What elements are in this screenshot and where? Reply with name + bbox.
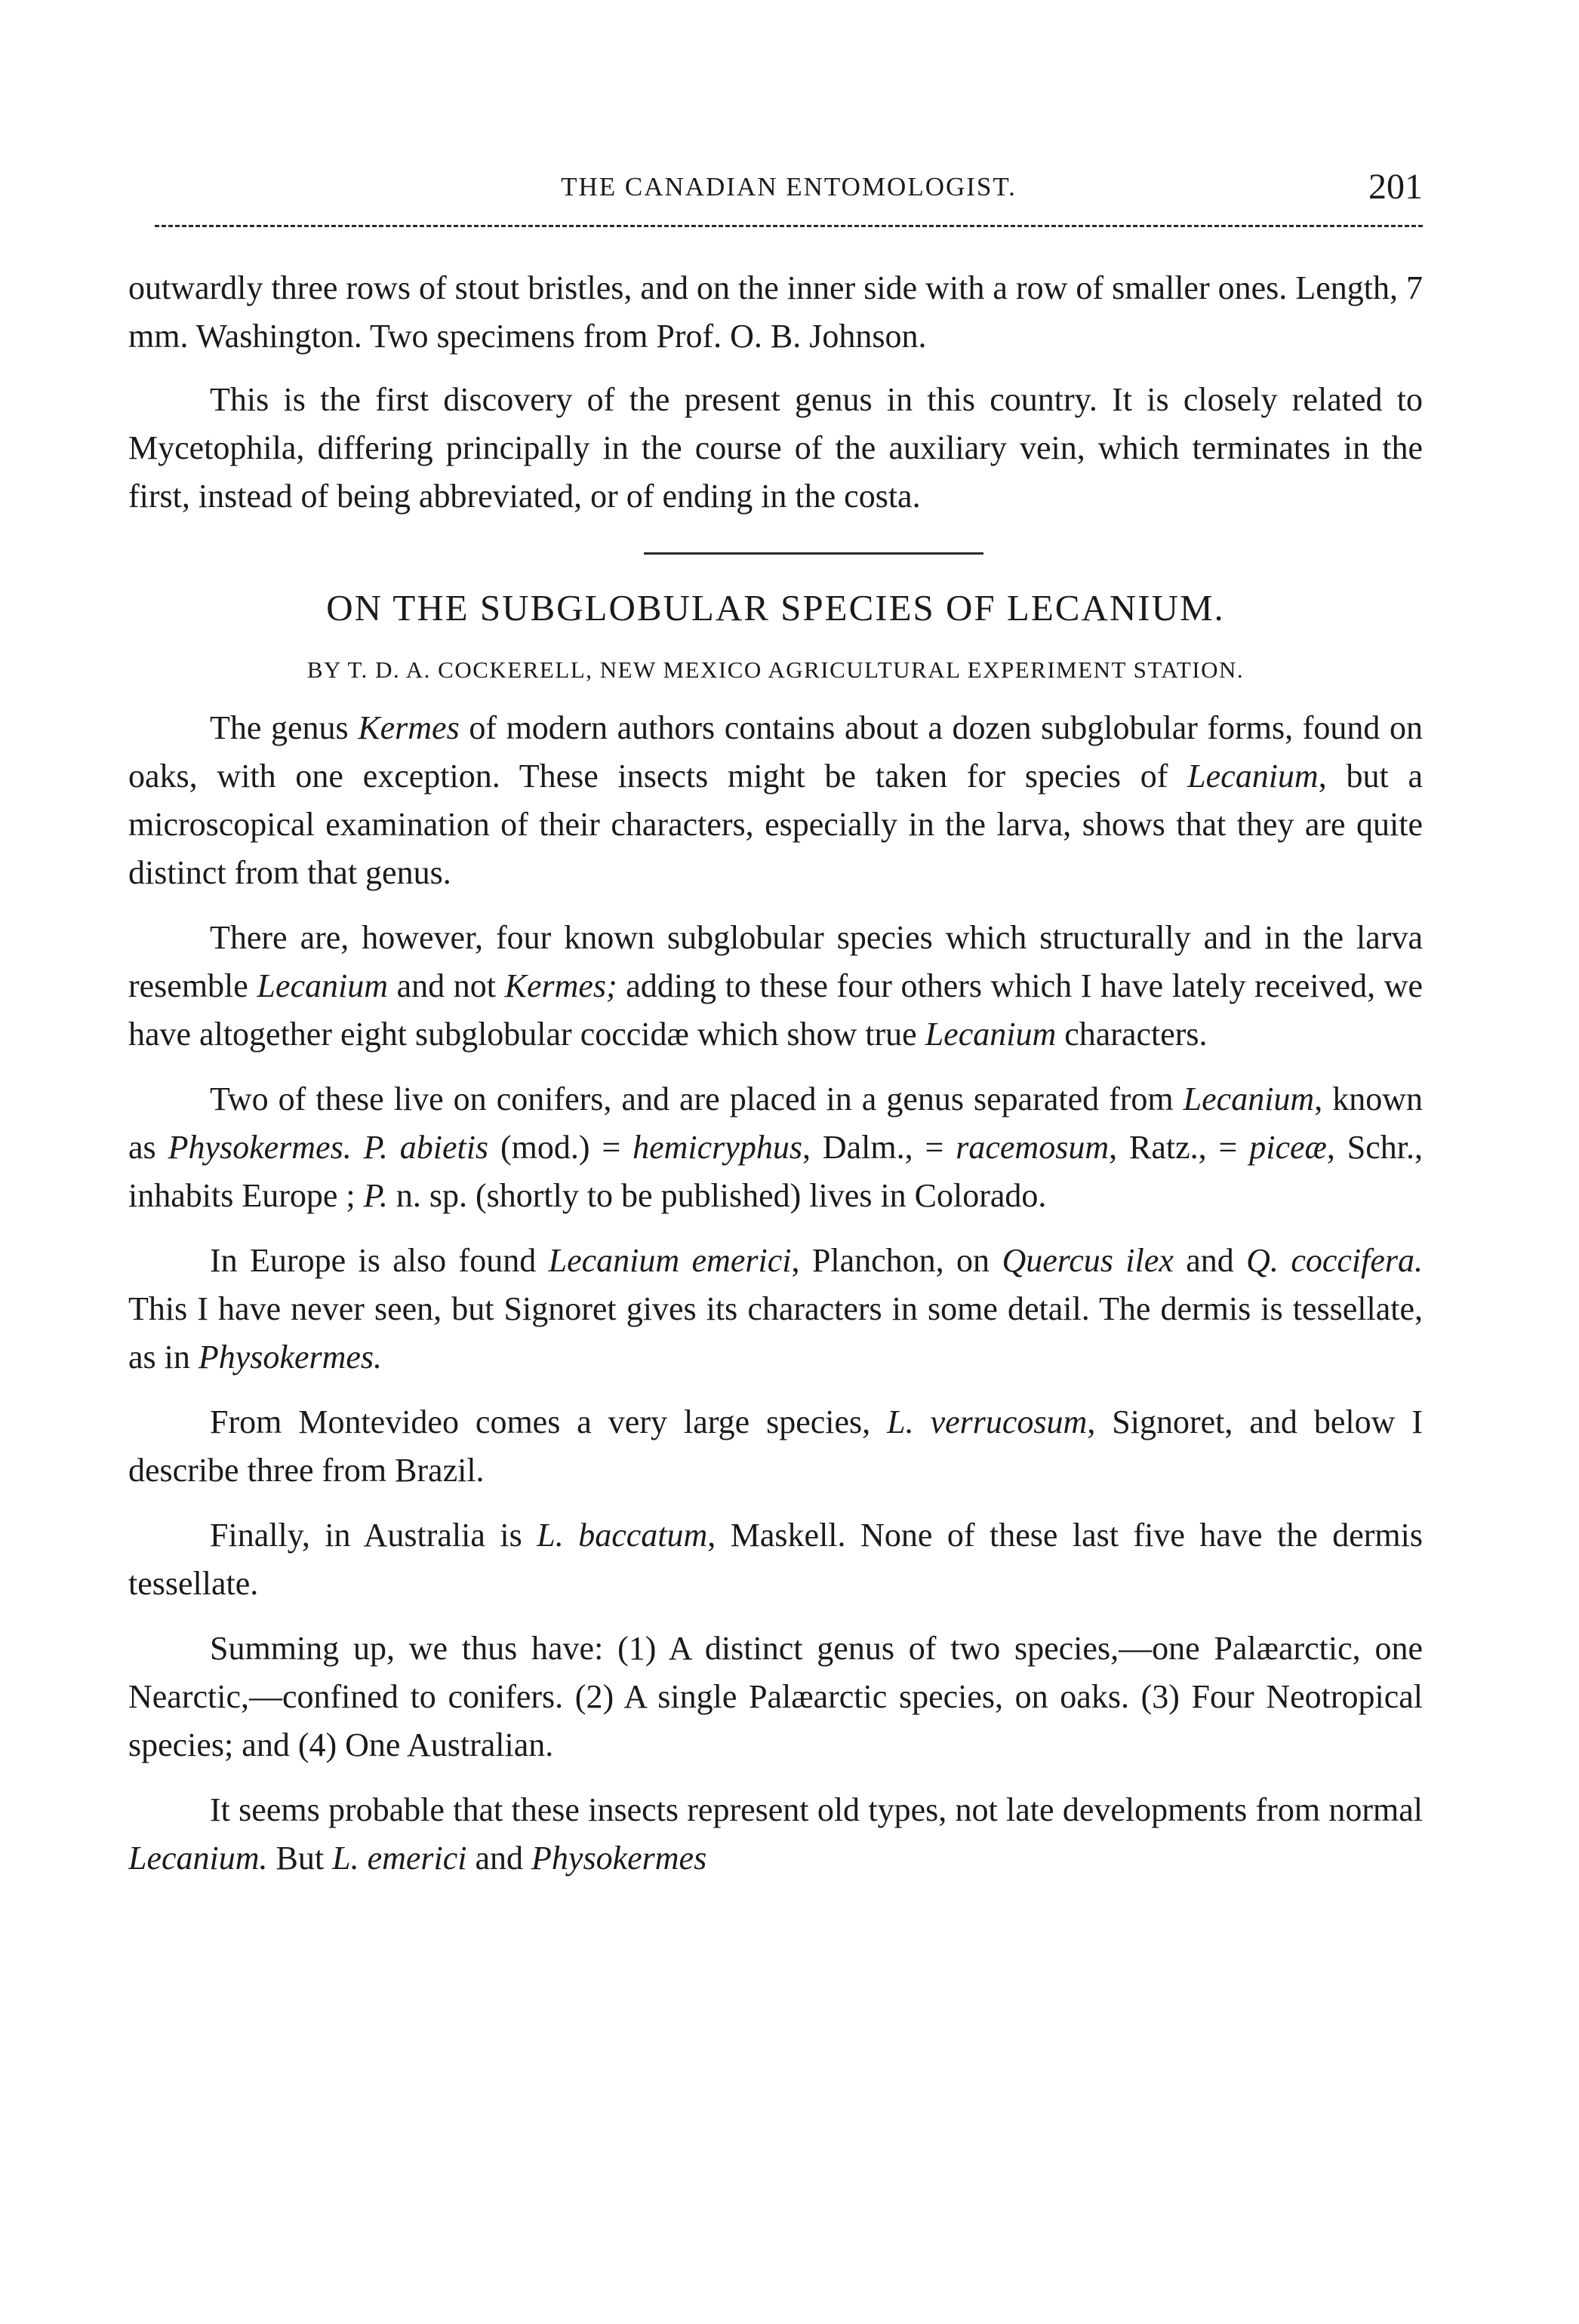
text-run: But [267, 1840, 333, 1877]
article-paragraph-2 [128, 914, 1423, 1059]
text-run: , Ratz., = [1109, 1129, 1250, 1166]
header-rule [155, 225, 1423, 227]
taxon-name: Lecanium emerici [548, 1242, 792, 1279]
text-run: In Europe is also found [210, 1242, 549, 1279]
text-run: and not [387, 967, 505, 1004]
running-title: THE CANADIAN ENTOMOLOGIST. [561, 172, 1017, 201]
article-paragraph-8 [128, 1786, 1423, 1883]
taxon-name: P. [363, 1177, 388, 1214]
text-run: and [1173, 1242, 1247, 1279]
taxon-name: hemicryphus [633, 1129, 802, 1166]
text-run: , but a microscopical examination of their characters, especially in the larva, shows that they are quite distinct from that genus. [128, 758, 1423, 891]
article-paragraph-6 [128, 1511, 1423, 1608]
text-run: There are, however, four known subglobular species which structurally and in the larva resemble [128, 919, 1423, 1004]
text-run: n. sp. (shortly to be published) lives in Colorado. [387, 1177, 1047, 1214]
previous-article-paragraph: outwardly three rows of stout bristles, and on the inner side with a row of smaller ones. Length, 7 mm. Washington. Two specimens from Prof. O. B. Johnson. [128, 269, 1423, 355]
taxon-name: Kermes [358, 709, 460, 746]
taxon-name: Lecanium. [128, 1840, 268, 1877]
taxon-name: L. baccatum [537, 1517, 708, 1554]
taxon-name: Kermes; [504, 967, 617, 1004]
text-run: , Dalm., = [802, 1129, 956, 1166]
taxon-name: Lecanium [1183, 1081, 1315, 1117]
article-title: ON THE SUBGLOBULAR SPECIES OF LECANIUM. [326, 587, 1225, 629]
taxon-name: piceæ [1249, 1129, 1327, 1166]
page-number: 201 [1368, 167, 1423, 207]
article-byline: BY T. D. A. COCKERELL, NEW MEXICO AGRICULTURAL EXPERIMENT STATION. [306, 656, 1245, 683]
taxon-name: Lecanium [925, 1016, 1057, 1053]
taxon-name: L. emerici [332, 1840, 467, 1877]
running-head [155, 164, 1423, 210]
text-run: The genus [210, 709, 359, 746]
text-run: From Montevideo comes a very large species, [210, 1403, 888, 1440]
text-run [352, 1129, 364, 1166]
text-run: Two of these live on conifers, and are placed in a genus separated from [210, 1081, 1183, 1117]
taxon-name: L. verrucosum [887, 1403, 1088, 1440]
section-divider-rule [644, 552, 983, 555]
text-run: (mod.) = [488, 1129, 633, 1166]
article-paragraph-4 [128, 1237, 1423, 1382]
taxon-name: Physokermes. [198, 1339, 383, 1376]
text-run: It seems probable that these insects represent old types, not late developments from normal [210, 1791, 1423, 1828]
text-run: of modern authors contains about a dozen subglobular forms, found on oaks, with one exception. These insects might be taken for species of [128, 709, 1424, 795]
text-run: , Maskell. None of these last five have the dermis tessellate. [128, 1517, 1423, 1602]
article-paragraph-3 [128, 1075, 1423, 1220]
taxon-name: Lecanium [1187, 758, 1319, 795]
taxon-name: racemosum [956, 1129, 1110, 1166]
text-run: , Schr., inhabits Europe ; [128, 1129, 1424, 1214]
article-paragraph-7: Summing up, we thus have: (1) A distinct genus of two species,—one Palæarctic, one Nearctic,—confined to conifers. (2) A single Palæarctic species, on oaks. (3) Four Neotropical species; and (4) One Australian. [128, 1630, 1423, 1763]
taxon-name: Physokermes. [168, 1129, 352, 1166]
taxon-name: Physokermes [531, 1840, 707, 1877]
text-run: , Planchon, on [791, 1242, 1002, 1279]
previous-article-paragraph: This is the first discovery of the present genus in this country. It is closely related to Mycetophila, differing principally in the course of the auxiliary vein, which terminates in the first, instead of being abbreviated, or of ending in the costa. [128, 381, 1423, 515]
article-paragraph-5 [128, 1398, 1423, 1495]
text-run: and [466, 1840, 532, 1877]
text-run: , known as [128, 1081, 1423, 1166]
text-run: characters. [1056, 1016, 1208, 1053]
text-run: adding to these four others which I have lately received, we have altogether eight subglobular coccidæ which show true [128, 967, 1423, 1053]
text-run: This I have never seen, but Signoret gives its characters in some detail. The dermis is tessellate, as in [128, 1290, 1423, 1376]
article-paragraph-1 [128, 704, 1423, 897]
taxon-name: Lecanium [257, 967, 388, 1004]
taxon-name: Quercus ilex [1002, 1242, 1174, 1279]
text-run: Finally, in Australia is [210, 1517, 537, 1554]
body-text [128, 264, 1423, 1883]
text-run: , Signoret, and below I describe three from Brazil. [128, 1403, 1424, 1489]
taxon-name: P. abietis [363, 1129, 489, 1166]
taxon-name: Q. coccifera. [1246, 1242, 1424, 1279]
